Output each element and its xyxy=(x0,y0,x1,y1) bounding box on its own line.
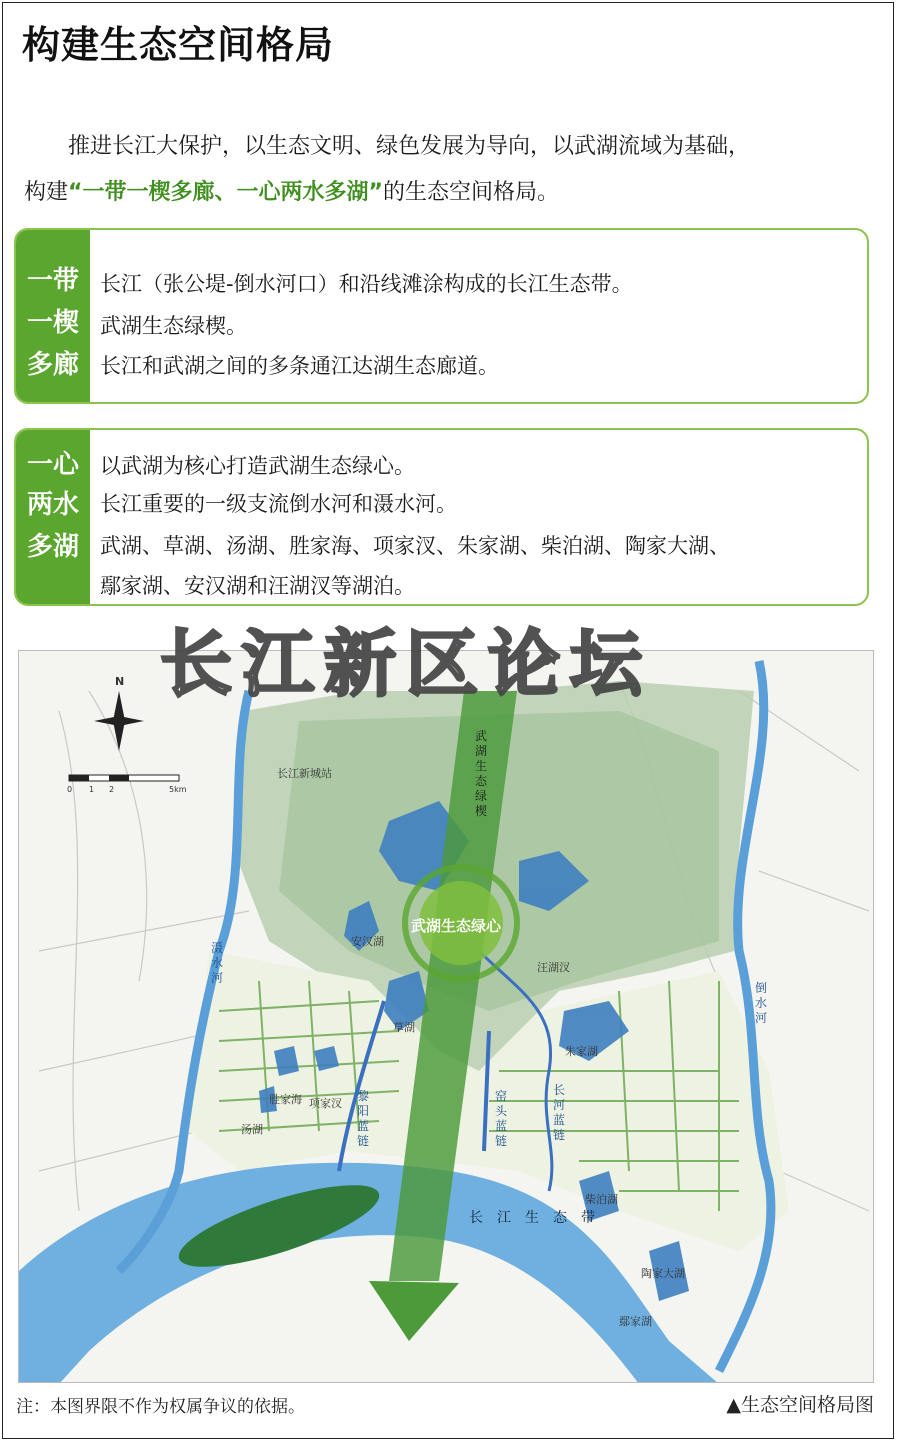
lake-label: 项家汊 xyxy=(309,1097,342,1110)
card-line: 武湖生态绿楔。 xyxy=(100,314,247,338)
card-line: 长江重要的一级支流倒水河和滠水河。 xyxy=(100,492,457,516)
lake-label: 柴泊湖 xyxy=(585,1193,618,1206)
intro-paragraph xyxy=(24,124,874,216)
map-graphic xyxy=(19,651,874,1383)
lake-label: 鄢家湖 xyxy=(619,1315,652,1328)
scale-label: 5km xyxy=(169,785,187,794)
lake-label: 安汉湖 xyxy=(351,935,384,948)
watermark: 长江新区论坛 xyxy=(160,621,653,706)
intro-line-1: 推进长江大保护，以生态文明、绿色发展为导向，以武湖流域为基础， xyxy=(68,134,751,159)
card-tag-column xyxy=(16,230,90,402)
corridor-label: 窑头蓝链 xyxy=(494,1089,507,1148)
lake-label: 草湖 xyxy=(393,1021,415,1034)
intro-line-2-suffix: 的生态空间格局。 xyxy=(382,180,559,205)
card-tag: 一心 xyxy=(26,450,79,480)
lake-label: 汪湖汊 xyxy=(537,961,570,974)
dao-river-label: 倒水河 xyxy=(754,981,767,1025)
card-tag: 两水 xyxy=(26,490,79,520)
scale-label: 0 xyxy=(67,785,73,794)
lake-label: 胜家海 xyxy=(269,1093,302,1106)
wedge-arrow-head xyxy=(369,1281,459,1341)
page-title: 构建生态空间格局 xyxy=(22,23,335,67)
scale-bar xyxy=(69,775,179,781)
river-belt-label: 长江生态带 xyxy=(469,1210,609,1226)
card-tag-column xyxy=(16,430,90,604)
intro-highlight: “一带一楔多廊、一心两水多湖” xyxy=(68,180,383,205)
lake-label: 汤湖 xyxy=(241,1123,263,1136)
lake-label: 朱家湖 xyxy=(565,1045,598,1058)
scale-label: 1 xyxy=(89,785,95,794)
pattern-card-heart xyxy=(14,428,869,606)
map-caption: ▲生态空间格局图 xyxy=(726,1394,874,1416)
wedge-label: 武湖生态绿楔 xyxy=(474,729,487,818)
card-line: 鄢家湖、安汉湖和汪湖汊等湖泊。 xyxy=(100,574,415,598)
card-line: 长江（张公堤-倒水河口）和沿线滩涂构成的长江生态带。 xyxy=(100,272,633,296)
card-tag: 多湖 xyxy=(26,532,79,562)
card-line: 武湖、草湖、汤湖、胜家海、项家汊、朱家湖、柴泊湖、陶家大湖、 xyxy=(100,534,730,558)
card-tag: 一楔 xyxy=(26,308,79,338)
card-line: 长江和武湖之间的多条通江达湖生态廊道。 xyxy=(100,354,499,378)
north-arrow-icon xyxy=(94,691,144,751)
ecology-map xyxy=(18,650,874,1383)
intro-line-2-prefix: 构建 xyxy=(24,180,69,205)
corridor-label: 长河蓝链 xyxy=(552,1083,565,1142)
pattern-card-belt xyxy=(14,228,869,404)
shui-river-label: 滠水河 xyxy=(210,941,223,985)
corridor-label: 黎阳蓝链 xyxy=(356,1089,369,1148)
station-label: 长江新城站 xyxy=(277,767,332,780)
north-label: N xyxy=(115,675,125,688)
scale-label: 2 xyxy=(109,785,115,794)
map-note: 注：本图界限不作为权属争议的依据。 xyxy=(16,1397,305,1417)
card-tag: 一带 xyxy=(26,266,79,296)
green-heart-label: 武湖生态绿心 xyxy=(411,917,502,935)
card-line: 以武湖为核心打造武湖生态绿心。 xyxy=(100,454,415,478)
lake-label: 陶家大湖 xyxy=(641,1267,685,1280)
card-tag: 多廊 xyxy=(26,350,79,380)
